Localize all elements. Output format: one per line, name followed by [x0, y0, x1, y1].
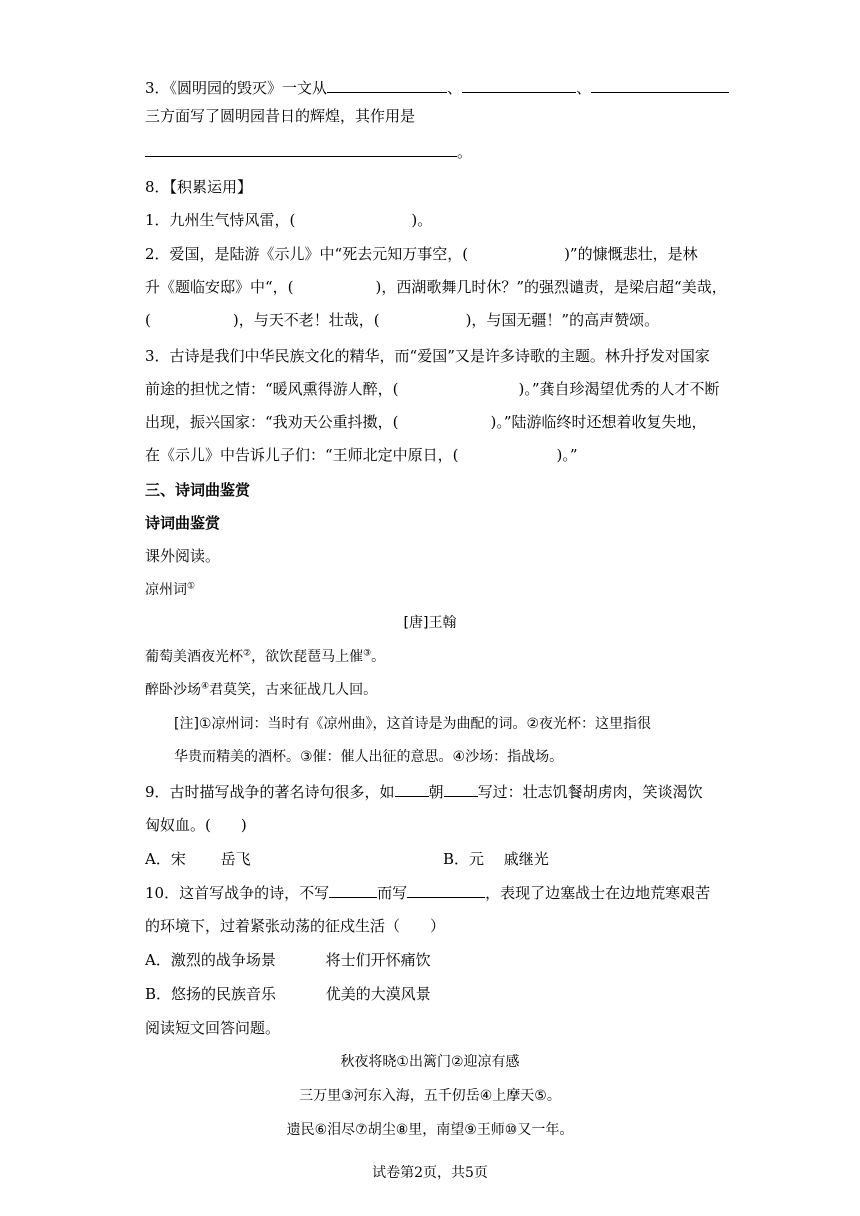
q8-header: 8．【积累运用】 — [145, 178, 253, 196]
q8-item3-line4: 在《示儿》中告诉儿子们：“王师北定中原日，( )。” — [145, 446, 578, 464]
footnote-marker: ③ — [363, 648, 372, 659]
poem-notes-line2: 华贵而精美的酒杯。③催：催人出征的意思。④沙场：指战场。 — [174, 749, 564, 765]
q8-item1: 1．九州生气恃风雷，( )。 — [145, 211, 433, 229]
footnote-marker: ② — [243, 648, 252, 659]
poem-title: 凉州词① — [145, 581, 196, 598]
q3-line3: 。 — [145, 142, 472, 162]
reading-instruction: 阅读短文回答问题。 — [145, 1019, 281, 1037]
answer-blank[interactable] — [444, 782, 478, 797]
answer-blank[interactable] — [329, 883, 377, 898]
poem-author: [唐]王翰 — [403, 615, 457, 631]
q10-line1: 10．这首写战争的诗，不写 而写 ，表现了边塞战士在边地荒寒艰苦 — [145, 884, 711, 902]
answer-blank[interactable] — [327, 78, 447, 93]
q10-option-b[interactable]: B．悠扬的民族音乐 优美的大漠风景 — [145, 985, 431, 1003]
reading-poem-line-1: 三万里③河东入海，五千仞岳④上摩天⑤。 — [299, 1088, 561, 1104]
q9-option-b[interactable]: B．元 戚继光 — [443, 850, 549, 868]
q8-item3-line2: 前途的担忧之情：“暖风熏得游人醉，( )。”龚自珍渴望优秀的人才不断 — [145, 380, 720, 398]
section-heading: 三、诗词曲鉴赏 — [145, 481, 251, 499]
reading-poem-title: 秋夜将晓①出篱门②迎凉有感 — [340, 1054, 520, 1070]
answer-blank[interactable] — [145, 142, 457, 157]
section-subheading: 诗词曲鉴赏 — [145, 514, 221, 532]
answer-blank[interactable] — [407, 883, 485, 898]
q10-option-a[interactable]: A．激烈的战争场景 将士们开怀痛饮 — [145, 951, 431, 969]
q3-line1: 3．《圆明园的毁灭》一文从 、 、 — [145, 78, 729, 98]
reading-intro: 课外阅读。 — [145, 547, 221, 565]
footnote-marker: ① — [187, 581, 196, 592]
q3-line2: 三方面写了圆明园昔日的辉煌，其作用是 — [145, 107, 416, 125]
answer-blank[interactable] — [591, 78, 729, 93]
page-footer: 试卷第2页，共5页 — [372, 1165, 488, 1181]
footnote-marker: ④ — [201, 681, 210, 692]
answer-blank[interactable] — [395, 782, 429, 797]
answer-blank[interactable] — [462, 78, 576, 93]
poem-notes-line1: [注]①凉州词：当时有《凉州曲》，这首诗是为曲配的词。②夜光杯：这里指很 — [174, 716, 652, 732]
q8-item2-line1: 2．爱国，是陆游《示儿》中“死去元知万事空，( )”的慷慨悲壮，是林 — [145, 245, 698, 263]
poem-line-2: 醉卧沙场④君莫笑，古来征战几人回。 — [145, 681, 378, 698]
q8-item3-line3: 出现，振兴国家：“我劝天公重抖擞，( )。”陆游临终时还想着收复失地， — [145, 413, 707, 431]
q8-item2-line3: ( )，与天不老！壮哉，( )，与国无疆！”的高声赞颂。 — [145, 311, 660, 329]
poem-line-1: 葡萄美酒夜光杯②，欲饮琵琶马上催③。 — [145, 648, 386, 665]
q9-line2: 匈奴血。( ) — [145, 816, 247, 834]
q8-item3-line1: 3．古诗是我们中华民族文化的精华，而“爱国”又是许多诗歌的主题。林升抒发对国家 — [145, 347, 710, 365]
q9-option-a[interactable]: A．宋 岳飞 — [145, 850, 251, 868]
q8-item2-line2: 升《题临安邸》中“，( )，西湖歌舞几时休？”的强烈谴责，是梁启超“美哉， — [145, 278, 727, 296]
q9-line1: 9．古时描写战争的著名诗句很多，如 朝 写过：壮志饥餐胡虏肉，笑谈渴饮 — [145, 783, 703, 801]
reading-poem-line-2: 遗民⑥泪尽⑦胡尘⑧里，南望⑨王师⑩又一年。 — [286, 1122, 574, 1138]
q10-line2: 的环境下，过着紧张动荡的征戍生活（ ） — [145, 917, 446, 935]
